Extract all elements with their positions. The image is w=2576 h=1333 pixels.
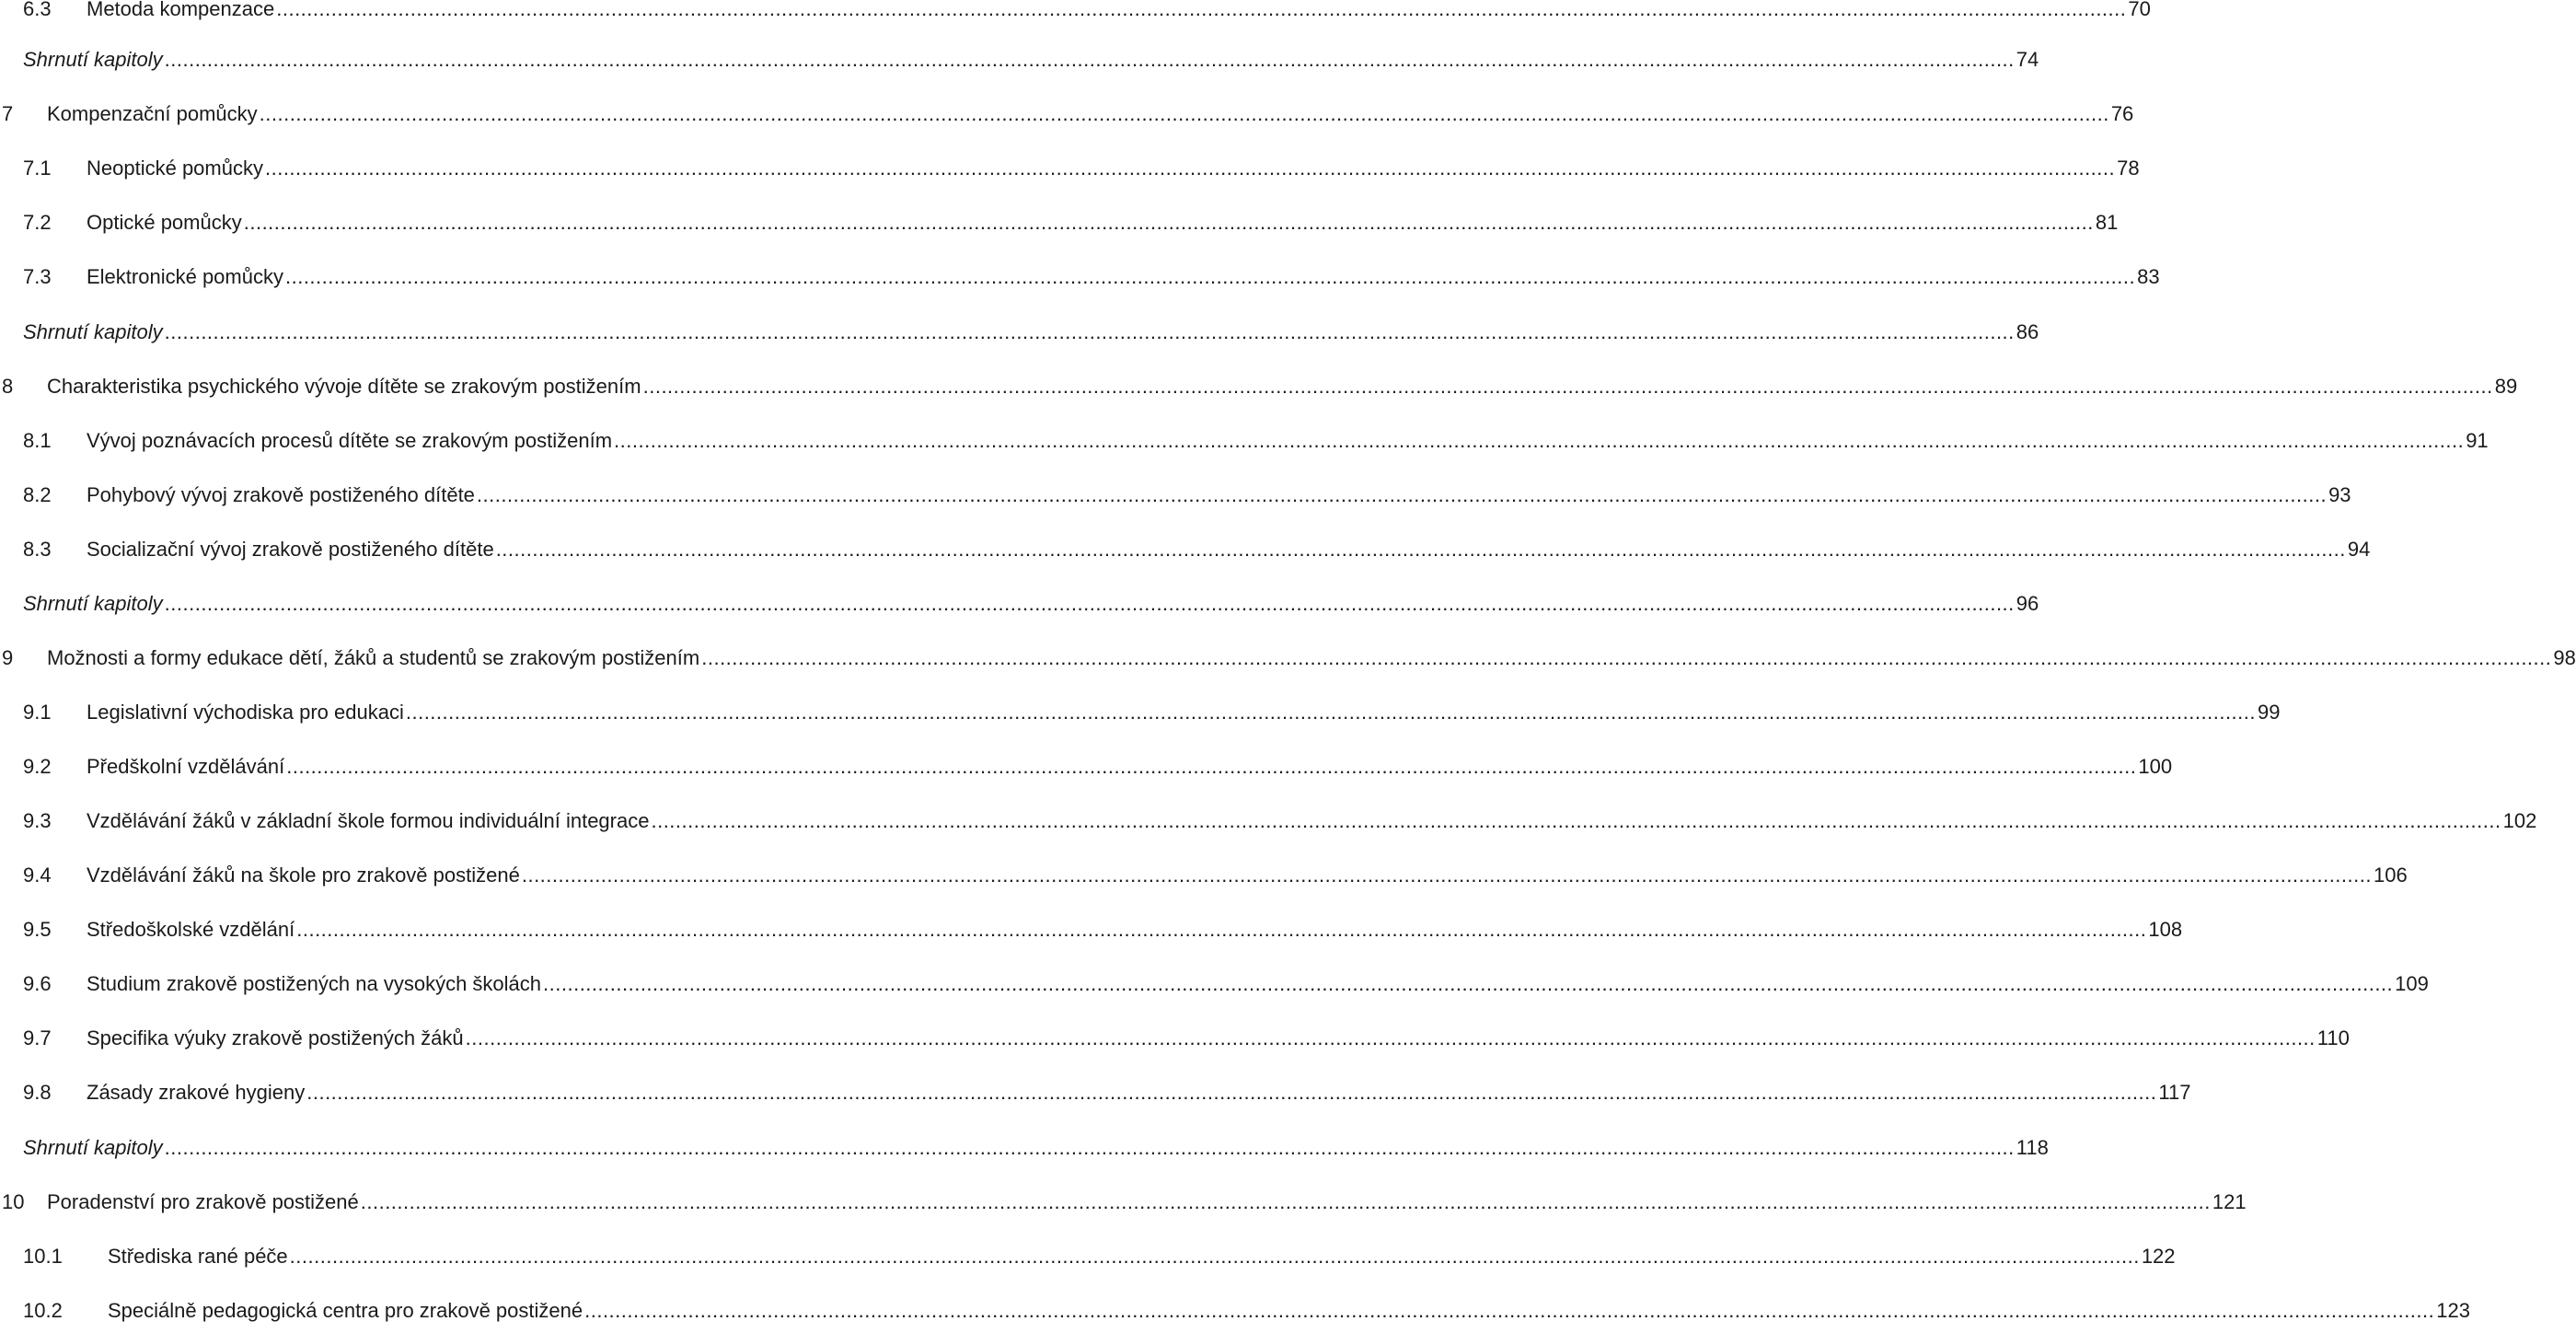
toc-entry-page: 86 [2016,320,2039,343]
toc-dot-leader [406,696,2256,729]
toc-entry-page: 98 [2553,646,2576,669]
toc-entry[interactable] [0,913,2183,946]
toc-entry[interactable] [0,0,2151,26]
toc-dot-leader [651,805,2501,838]
toc-entry-title: Shrnutí kapitoly [23,592,163,615]
toc-entry-title: Poradenství pro zrakově postižené [47,1190,359,1213]
toc-entry-title: Speciálně pedagogická centra pro zrakově postižené [108,1299,583,1322]
toc-entry-page: 91 [2466,429,2489,452]
toc-entry[interactable] [0,533,2371,566]
toc-entry-number: 9.1 [23,701,52,724]
toc-dot-leader [701,642,2551,675]
toc-dot-leader [584,1294,2434,1327]
toc-entry-title: Studium zrakově postižených na vysokých školách [87,972,542,995]
toc-entry-number: 9.7 [23,1026,52,1049]
toc-entry-page: 81 [2095,211,2119,234]
toc-dot-leader [477,479,2327,512]
toc-entry-page: 122 [2141,1245,2176,1268]
toc-dot-leader [296,913,2146,946]
toc-entry[interactable] [0,696,2281,729]
toc-entry-page: 74 [2016,48,2039,71]
toc-dot-leader [165,43,2015,76]
toc-dot-leader [306,1076,2156,1109]
toc-dot-leader [165,587,2015,620]
toc-entry-number: 9.8 [23,1081,52,1104]
toc-dot-leader [361,1186,2211,1219]
toc-entry-title: Předškolní vzdělávání [87,755,285,778]
toc-entry-page: 121 [2212,1190,2247,1213]
toc-entry[interactable] [0,587,2039,620]
toc-entry-page: 89 [2494,375,2518,398]
toc-entry[interactable] [0,805,2537,838]
toc-entry-number: 8.3 [23,538,52,561]
toc-entry-number: 10 [2,1190,25,1213]
toc-entry-page: 99 [2258,701,2281,724]
toc-entry-page: 76 [2110,102,2134,125]
toc-entry[interactable] [0,1076,2191,1109]
toc-entry[interactable] [0,1022,2350,1055]
toc-entry-title: Neoptické pomůcky [87,156,263,180]
toc-entry-title: Specifika výuky zrakově postižených žáků [87,1026,464,1049]
toc-entry-page: 96 [2016,592,2039,615]
toc-dot-leader [260,98,2109,131]
toc-entry-number: 9.4 [23,864,52,887]
toc-dot-leader [543,968,2393,1001]
toc-entry[interactable] [0,261,2160,294]
toc-entry-title: Vzdělávání žáků na škole pro zrakově postižené [87,864,520,887]
toc-entry[interactable] [0,206,2119,239]
toc-entry-number: 10.1 [23,1245,63,1268]
toc-entry-title: Možnosti a formy edukace dětí, žáků a studentů se zrakovým postižením [47,646,700,669]
toc-entry-page: 83 [2137,265,2160,288]
toc-entry[interactable] [0,1240,2176,1273]
toc-entry-number: 8.2 [23,483,52,506]
toc-dot-leader [496,533,2346,566]
toc-entry-page: 118 [2016,1136,2049,1159]
toc-entry-number: 8.1 [23,429,52,452]
toc-entry-title: Zásady zrakové hygieny [87,1081,306,1104]
toc-entry-page: 78 [2117,156,2140,180]
toc-entry-page: 109 [2395,972,2429,995]
toc-entry-page: 94 [2347,538,2371,561]
toc-entry[interactable] [0,424,2489,458]
toc-entry-title: Metoda kompenzace [87,0,275,20]
toc-entry-page: 106 [2373,864,2408,887]
toc-entry-page: 102 [2502,809,2537,832]
toc-entry-number: 7.3 [23,265,52,288]
toc-entry-title: Pohybový vývoj zrakově postiženého dítěte [87,483,475,506]
toc-entry[interactable] [0,479,2351,512]
toc-entry[interactable] [0,968,2429,1001]
toc-entry-number: 7.2 [23,211,52,234]
toc-entry[interactable] [0,316,2039,349]
toc-dot-leader [165,316,2015,349]
toc-entry-number: 10.2 [23,1299,63,1322]
toc-dot-leader [285,261,2135,294]
toc-dot-leader [165,1131,2015,1165]
toc-entry-title: Charakteristika psychického vývoje dítěte se zrakovým postižením [47,375,641,398]
toc-entry[interactable] [0,1186,2247,1219]
toc-entry-number: 7.1 [23,156,52,180]
toc-entry-page: 123 [2436,1299,2470,1322]
toc-entry-title: Shrnutí kapitoly [23,1136,163,1159]
toc-dot-leader [614,424,2464,458]
toc-entry[interactable] [0,859,2408,892]
toc-entry-title: Středoškolské vzdělání [87,918,295,941]
toc-entry[interactable] [0,43,2039,76]
toc-entry-page: 117 [2158,1081,2191,1104]
toc-entry[interactable] [0,1294,2470,1327]
toc-entry-number: 9.2 [23,755,52,778]
toc-entry-page: 110 [2316,1026,2350,1049]
toc-entry-number: 7 [2,102,14,125]
toc-entry-title: Socializační vývoj zrakově postiženého dítěte [87,538,494,561]
toc-entry[interactable] [0,370,2518,403]
toc-entry-title: Optické pomůcky [87,211,242,234]
toc-entry-title: Kompenzační pomůcky [47,102,258,125]
toc-entry-title: Vývoj poznávacích procesů dítěte se zrakovým postižením [87,429,613,452]
toc-entry-page: 100 [2138,755,2173,778]
toc-dot-leader [466,1022,2316,1055]
toc-entry[interactable] [0,152,2140,185]
toc-entry-title: Vzdělávání žáků v základní škole formou individuální integrace [87,809,650,832]
toc-dot-leader [522,859,2372,892]
toc-entry[interactable] [0,1131,2049,1165]
toc-entry-number: 9.5 [23,918,52,941]
toc-entry-number: 9.6 [23,972,52,995]
toc-dot-leader [290,1240,2140,1273]
toc-dot-leader [643,370,2493,403]
toc-entry-title: Legislativní východiska pro edukaci [87,701,404,724]
toc-dot-leader [286,750,2136,783]
toc-dot-leader [244,206,2094,239]
toc-entry-page: 108 [2148,918,2183,941]
toc-entry-title: Střediska rané péče [108,1245,288,1268]
toc-entry[interactable] [0,98,2134,131]
toc-dot-leader [276,0,2126,26]
toc-entry-page: 70 [2128,0,2151,20]
toc-entry-number: 9.3 [23,809,52,832]
toc-entry-title: Shrnutí kapitoly [23,320,163,343]
toc-entry-number: 8 [2,375,14,398]
toc-entry-page: 93 [2328,483,2351,506]
toc-entry-number: 6.3 [23,0,52,20]
toc-dot-leader [265,152,2115,185]
toc-entry[interactable] [0,750,2173,783]
toc-entry-title: Shrnutí kapitoly [23,48,163,71]
toc-entry[interactable] [0,642,2576,675]
toc-entry-number: 9 [2,646,14,669]
toc-entry-title: Elektronické pomůcky [87,265,283,288]
